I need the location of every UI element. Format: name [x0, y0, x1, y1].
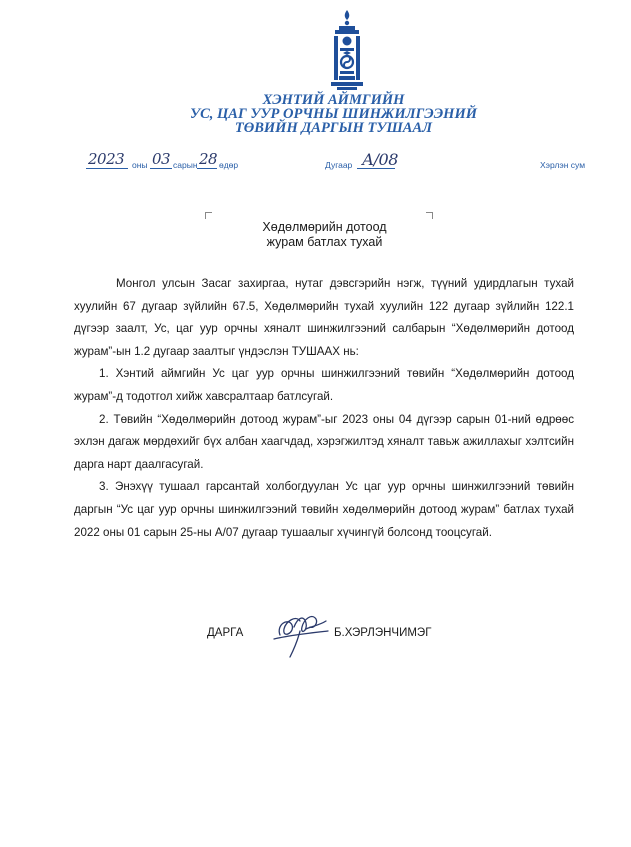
- order-title: ТӨВИЙН ДАРГЫН ТУШААЛ: [234, 120, 433, 136]
- signatory-name: Б.ХЭРЛЭНЧИМЭГ: [334, 627, 432, 639]
- place-name: Хэрлэн сум: [540, 160, 586, 170]
- preamble-paragraph: Монгол улсын Засаг захиргаа, нутаг дэвсгэрийн нэгж, түүний удирдлагын тухай хуулийн 67 дугаар зүйлийн 67.5, Хөдөлмөрийн тухай хуулийн 122 дугаар зүйлийн 122.1 дүгээр заалт, Ус, цаг уур орчны хяналт шинжилгээний салбарын “Хөдөлмөрийн дотоод журам”-ын 1.2 дугаар заалтыг үндэслэн ТУШААХ нь:: [74, 277, 574, 358]
- soyombo-emblem-icon: [327, 8, 367, 92]
- corner-mark-left: [205, 212, 212, 219]
- subject-line1: Хөдөлмөрийн дотоод: [262, 220, 387, 234]
- order-item-2: 2. Төвийн “Хөдөлмөрийн дотоод журам”-ыг 2023 оны 04 дүгээр сарын 01-ний өдрөөс эхлэн дагаж мөрдөхийг бүх албан хаагчдад, хэрэгжилтэд хяналт тавьж ажиллахыг хэлтсийн дарга нарт даалгасугай.: [74, 412, 574, 471]
- handwritten-month: 03: [152, 150, 171, 168]
- handwritten-signature-icon: [270, 605, 334, 661]
- handwritten-day: 28: [199, 150, 218, 168]
- order-item-3: 3. Энэхүү тушаал гарсантай холбогдуулан Ус цаг уур орчны шинжилгээний төвийн даргын “Ус цаг уур орчны шинжилгээний төвийн хөдөлмөрийн дотоод журам” батлах тухай 2022 оны 01 сарын 25-ны А/07 дугаар тушаалыг хүчингүй болсонд тооцсугай.: [74, 480, 574, 539]
- month-suffix: сарын: [173, 160, 198, 170]
- year-suffix: оны: [132, 160, 148, 170]
- number-label: Дугаар: [325, 160, 353, 170]
- org-name-line1: ХЭНТИЙ АЙМГИЙН: [262, 92, 405, 108]
- day-suffix: өдөр: [219, 160, 239, 170]
- signatory-title: ДАРГА: [207, 627, 244, 639]
- subject-line2: журам батлах тухай: [266, 235, 383, 249]
- month-underline: [150, 168, 172, 169]
- handwritten-order-number: А/08: [362, 150, 398, 169]
- org-name-line2: УС, ЦАГ УУР ОРЧНЫ ШИНЖИЛГЭЭНИЙ: [189, 106, 478, 122]
- corner-mark-right: [426, 212, 433, 219]
- year-underline: [86, 168, 128, 169]
- handwritten-year: 2023: [88, 150, 125, 168]
- order-item-1: 1. Хэнтий аймгийн Ус цаг уур орчны шинжилгээний төвийн “Хөдөлмөрийн дотоод журам”-д тодотгол хийж хавсралтаар батлсугай.: [74, 367, 574, 403]
- day-underline: [197, 168, 217, 169]
- number-underline: [357, 168, 395, 169]
- order-body: [74, 273, 574, 544]
